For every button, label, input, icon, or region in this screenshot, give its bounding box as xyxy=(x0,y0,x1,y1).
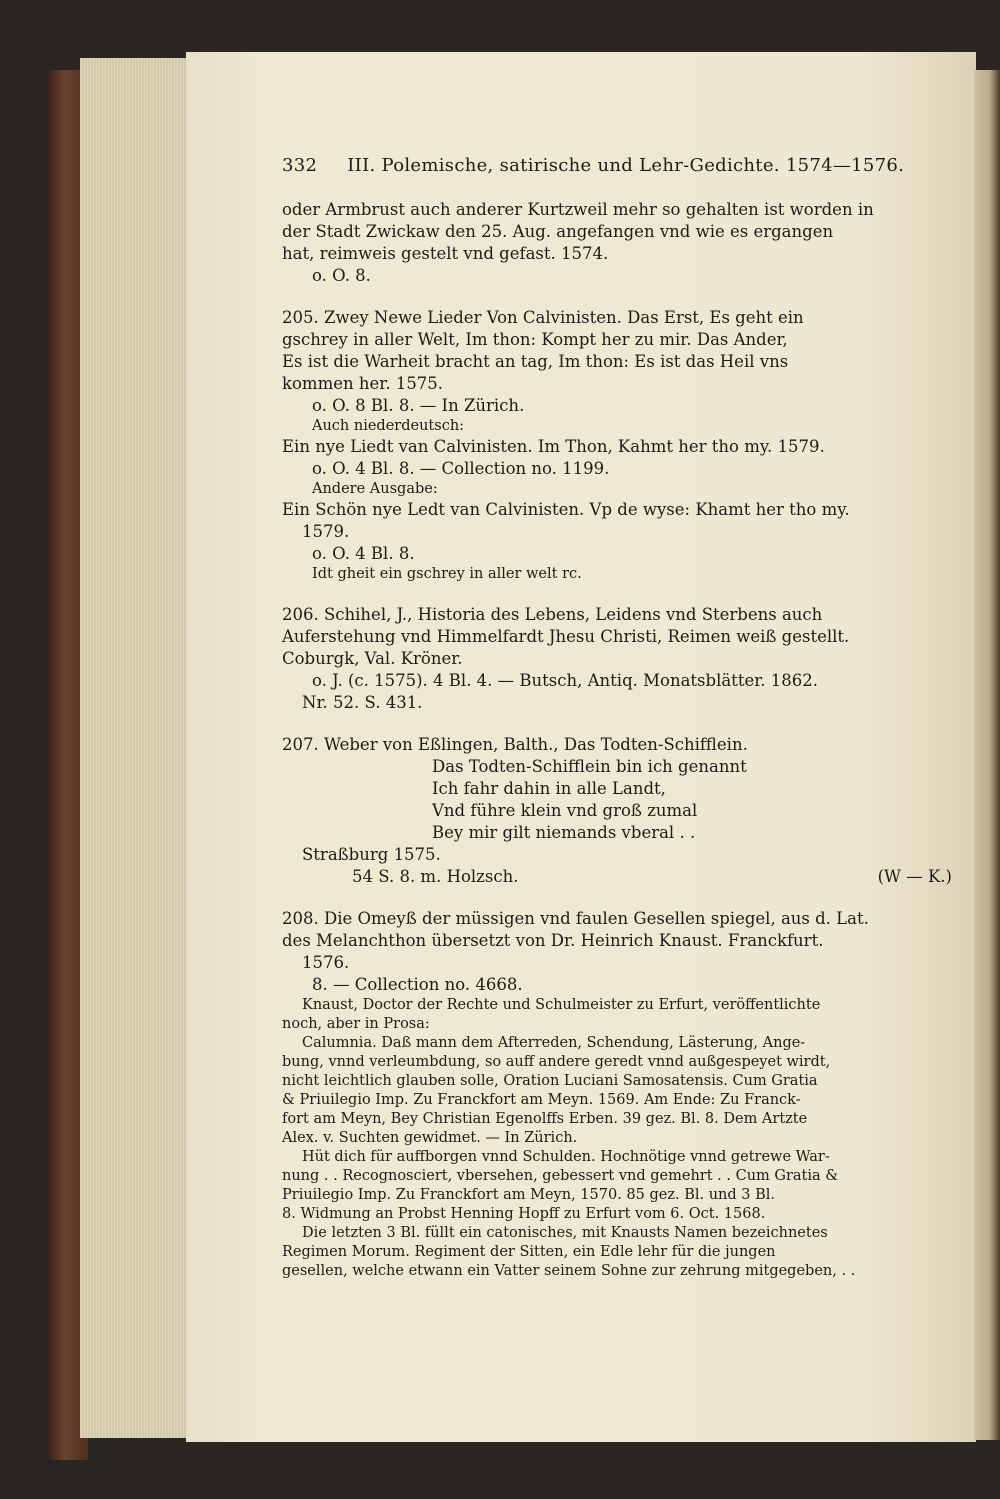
entry-title: 205. Zwey Newe Lieder Von Calvinisten. Das Erst, Es geht ein xyxy=(282,308,804,327)
note-line: nung . . Recognosciert, vbersehen, gebessert vnd gemehrt . . Cum Gratia & xyxy=(282,1168,839,1184)
note-line: Regimen Morum. Regiment der Sitten, ein Edle lehr für die jungen xyxy=(282,1244,776,1260)
text-line: Auferstehung vnd Himmelfardt Jhesu Christi, Reimen weiß gestellt. xyxy=(282,627,850,646)
entry-notes xyxy=(282,996,952,1281)
contributor-signature: (W — K.) xyxy=(877,867,952,886)
note-line: Calumnia. Daß mann dem Afterreden, Schendung, Lästerung, Ange- xyxy=(302,1035,806,1051)
text-line: des Melanchthon übersetzt von Dr. Heinrich Knaust. Franckfurt. xyxy=(282,931,824,950)
text-line: o. O. 4 Bl. 8. — Collection no. 1199. xyxy=(312,459,610,478)
text-line: gschrey in aller Welt, Im thon: Kompt her zu mir. Das Ander, xyxy=(282,330,788,349)
note-line: Alex. v. Suchten gewidmet. — In Zürich. xyxy=(282,1130,578,1146)
text-line: Es ist die Warheit bracht an tag, Im thon: Es ist das Heil vns xyxy=(282,352,789,371)
entry-207 xyxy=(282,734,952,888)
verse-line: Das Todten-Schifflein bin ich genannt xyxy=(432,757,747,776)
page-text xyxy=(282,155,952,1281)
format-text: 54 S. 8. m. Holzsch. xyxy=(352,867,519,886)
note-line: fort am Meyn, Bey Christian Egenolffs Erben. 39 gez. Bl. 8. Dem Artzte xyxy=(282,1111,808,1127)
text-line: 8. — Collection no. 4668. xyxy=(312,975,523,994)
entry-title: 207. Weber von Eßlingen, Balth., Das Todten-Schifflein. xyxy=(282,735,748,754)
running-title: III. Polemische, satirische und Lehr-Gedichte. 1574—1576. xyxy=(347,155,905,176)
text-line: 1576. xyxy=(302,953,350,972)
text-line: Nr. 52. S. 431. xyxy=(302,693,423,712)
verse-line: Ich fahr dahin in alle Landt, xyxy=(432,779,666,798)
page-edges xyxy=(80,58,190,1438)
text-line: 1579. xyxy=(302,522,350,541)
entry-205 xyxy=(282,307,952,584)
entry-208 xyxy=(282,908,952,1281)
text-line: o. O. 8 Bl. 8. — In Zürich. xyxy=(312,396,525,415)
text-line: der Stadt Zwickaw den 25. Aug. angefangen vnd wie es ergangen xyxy=(282,222,834,241)
verse-line: Vnd führe klein vnd groß zumal xyxy=(432,801,698,820)
verse-line: Bey mir gilt niemands vberal . . xyxy=(432,823,696,842)
running-header xyxy=(282,155,952,177)
text-line: Auch niederdeutsch: xyxy=(312,418,465,434)
text-line: o. O. 8. xyxy=(312,266,371,285)
note-line: nicht leichtlich glauben solle, Oration Luciani Samosatensis. Cum Gratia xyxy=(282,1073,818,1089)
text-line: Ein nye Liedt van Calvinisten. Im Thon, Kahmt her tho my. 1579. xyxy=(282,437,825,456)
text-line: Andere Ausgabe: xyxy=(312,481,438,497)
text-line: Ein Schön nye Ledt van Calvinisten. Vp de wyse: Khamt her tho my. xyxy=(282,500,850,519)
note-line: noch, aber in Prosa: xyxy=(282,1016,430,1032)
text-line: o. O. 4 Bl. 8. xyxy=(312,544,415,563)
note-line: Hüt dich für auffborgen vnnd Schulden. Hochnötige vnnd getrewe War- xyxy=(302,1149,830,1165)
intro-continuation xyxy=(282,199,952,287)
text-line: Idt gheit ein gschrey in aller welt rc. xyxy=(312,566,582,582)
text-line: Coburgk, Val. Kröner. xyxy=(282,649,463,668)
format-line xyxy=(282,866,952,888)
text-line: Straßburg 1575. xyxy=(302,845,441,864)
note-line: 8. Widmung an Probst Henning Hopff zu Erfurt vom 6. Oct. 1568. xyxy=(282,1206,766,1222)
note-line: Priuilegio Imp. Zu Franckfort am Meyn, 1570. 85 gez. Bl. und 3 Bl. xyxy=(282,1187,776,1203)
book-right-edge xyxy=(974,70,1000,1440)
text-line: hat, reimweis gestelt vnd gefast. 1574. xyxy=(282,244,609,263)
text-line: oder Armbrust auch anderer Kurtzweil mehr so gehalten ist worden in xyxy=(282,200,874,219)
page-number: 332 xyxy=(282,155,318,176)
entry-title: 206. Schihel, J., Historia des Lebens, Leidens vnd Sterbens auch xyxy=(282,605,823,624)
text-line: o. J. (c. 1575). 4 Bl. 4. — Butsch, Antiq. Monatsblätter. 1862. xyxy=(312,671,819,690)
note-line: Die letzten 3 Bl. füllt ein catonisches, mit Knausts Namen bezeichnetes xyxy=(302,1225,828,1241)
entry-206 xyxy=(282,604,952,714)
text-line: kommen her. 1575. xyxy=(282,374,444,393)
note-line: Knaust, Doctor der Rechte und Schulmeister zu Erfurt, veröffentlichte xyxy=(302,997,821,1013)
note-line: & Priuilegio Imp. Zu Franckfort am Meyn. 1569. Am Ende: Zu Franck- xyxy=(282,1092,801,1108)
note-line: gesellen, welche etwann ein Vatter seinem Sohne zur zehrung mitgegeben, . . xyxy=(282,1263,856,1279)
note-line: bung, vnnd verleumbdung, so auff andere geredt vnnd außgespeyet wirdt, xyxy=(282,1054,831,1070)
entry-title: 208. Die Omeyß der müssigen vnd faulen Gesellen spiegel, aus d. Lat. xyxy=(282,909,869,928)
